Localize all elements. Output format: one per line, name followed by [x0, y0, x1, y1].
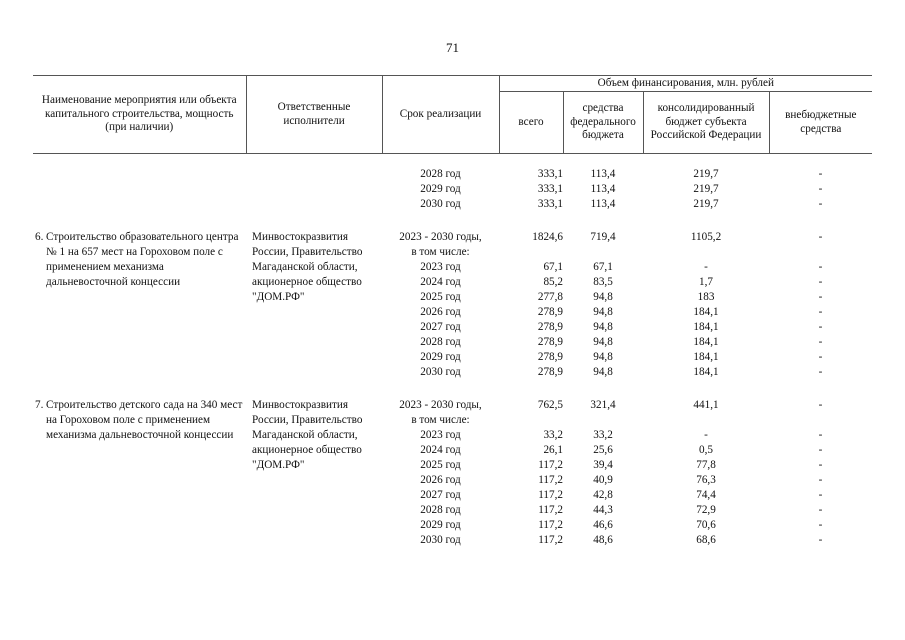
empty-cell — [769, 245, 872, 260]
total-cell: 278,9 — [537, 321, 564, 333]
regional-cell: - — [704, 429, 708, 441]
year-cell: 2023 год — [420, 261, 461, 273]
total-cell: 333,1 — [537, 198, 564, 210]
year-cell: 2028 год — [420, 336, 461, 348]
header-name: Наименование мероприятия или объекта капитального строительства, мощность (при наличии) — [33, 76, 246, 154]
regional-cell: 184,1 — [693, 306, 719, 318]
header-federal: средства федерального бюджета — [563, 92, 643, 154]
extra-cell: - — [818, 504, 823, 516]
empty-cell — [643, 245, 769, 260]
spacer-row — [33, 380, 872, 398]
federal-cell: 113,4 — [590, 168, 616, 180]
header-executors: Ответственные исполнители — [246, 76, 382, 154]
period-cell: 2023 - 2030 годы, — [399, 231, 482, 243]
regional-cell: 76,3 — [696, 474, 716, 486]
year-cell: 2025 год — [420, 459, 461, 471]
extra-cell: - — [818, 306, 823, 318]
federal-cell: 321,4 — [590, 399, 616, 411]
total-cell: 333,1 — [537, 168, 564, 180]
empty-cell — [499, 245, 563, 260]
table-body — [33, 154, 872, 549]
spacer-row — [33, 154, 872, 168]
regional-cell: - — [704, 261, 708, 273]
total-cell: 278,9 — [537, 366, 564, 378]
regional-cell: 1105,2 — [690, 231, 722, 243]
empty-cell — [33, 197, 382, 212]
year-row — [33, 167, 872, 182]
total-cell: 117,2 — [538, 474, 564, 486]
total-cell: 1824,6 — [532, 231, 564, 243]
total-cell: 278,9 — [537, 306, 564, 318]
total-cell: 117,2 — [538, 519, 564, 531]
extra-cell: - — [818, 399, 823, 411]
year-cell: 2025 год — [420, 291, 461, 303]
spacer-cell — [33, 212, 872, 230]
year-cell: 2026 год — [420, 474, 461, 486]
extra-cell: - — [818, 459, 823, 471]
extra-cell: - — [818, 429, 823, 441]
year-row — [33, 182, 872, 197]
extra-cell: - — [818, 321, 823, 333]
federal-cell: 46,6 — [593, 519, 613, 531]
spacer-cell — [33, 380, 872, 398]
empty-cell — [643, 413, 769, 428]
item-index: 6. — [35, 231, 44, 243]
extra-cell: - — [818, 489, 823, 501]
federal-cell: 94,8 — [593, 366, 613, 378]
extra-cell: - — [818, 291, 823, 303]
total-cell: 26,1 — [543, 444, 564, 456]
year-cell: 2029 год — [420, 519, 461, 531]
federal-cell: 719,4 — [590, 231, 616, 243]
item-summary-row — [33, 398, 872, 413]
regional-cell: 68,6 — [696, 534, 716, 546]
regional-cell: 0,5 — [699, 444, 713, 456]
extra-cell: - — [818, 276, 823, 288]
header-period: Срок реализации — [382, 76, 499, 154]
year-cell: 2029 год — [420, 351, 461, 363]
spacer-row — [33, 212, 872, 230]
federal-cell: 113,4 — [590, 183, 616, 195]
total-cell: 333,1 — [537, 183, 564, 195]
extra-cell: - — [818, 183, 823, 195]
total-cell: 117,2 — [538, 534, 564, 546]
extra-cell: - — [818, 231, 823, 243]
regional-cell: 219,7 — [693, 198, 719, 210]
total-cell: 762,5 — [537, 399, 564, 411]
federal-cell: 83,5 — [593, 276, 613, 288]
extra-cell: - — [818, 534, 823, 546]
total-cell: 117,2 — [538, 504, 564, 516]
federal-cell: 25,6 — [593, 444, 613, 456]
federal-cell: 94,8 — [593, 336, 613, 348]
total-cell: 278,9 — [537, 351, 564, 363]
spacer-cell — [33, 154, 872, 168]
extra-cell: - — [818, 336, 823, 348]
regional-cell: 70,6 — [696, 519, 716, 531]
empty-cell — [499, 413, 563, 428]
regional-cell: 72,9 — [696, 504, 716, 516]
federal-cell: 67,1 — [593, 261, 613, 273]
table-header — [33, 76, 872, 154]
extra-cell: - — [818, 261, 823, 273]
extra-cell: - — [818, 168, 823, 180]
federal-cell: 94,8 — [593, 291, 613, 303]
federal-cell: 44,3 — [593, 504, 613, 516]
total-cell: 117,2 — [538, 489, 564, 501]
item-summary-row — [33, 230, 872, 245]
year-cell: 2030 год — [420, 534, 461, 546]
year-cell: 2023 год — [420, 429, 461, 441]
year-cell: 2024 год — [420, 444, 461, 456]
regional-cell: 183 — [697, 291, 715, 303]
regional-cell: 184,1 — [693, 351, 719, 363]
regional-cell: 1,7 — [699, 276, 713, 288]
federal-cell: 94,8 — [593, 351, 613, 363]
regional-cell: 184,1 — [693, 366, 719, 378]
extra-cell: - — [818, 351, 823, 363]
regional-cell: 441,1 — [693, 399, 719, 411]
item-name: Строительство образовательного центра № 1 на 657 мест на Гороховом поле с применением механизма дальневосточной концессии — [46, 231, 239, 288]
extra-cell: - — [818, 444, 823, 456]
year-cell: 2028 год — [420, 168, 461, 180]
header-financing: Объем финансирования, млн. рублей — [499, 76, 872, 92]
regional-cell: 184,1 — [693, 321, 719, 333]
empty-cell — [769, 413, 872, 428]
total-cell: 85,2 — [543, 276, 564, 288]
regional-cell: 184,1 — [693, 336, 719, 348]
item-name: Строительство детского сада на 340 мест на Гороховом поле с применением механизма дальневосточной концессии — [46, 399, 243, 441]
federal-cell: 42,8 — [593, 489, 613, 501]
federal-cell: 40,9 — [593, 474, 613, 486]
year-cell: 2028 год — [420, 504, 461, 516]
item-executors: Минвостокразвития России, Правительство Магаданской области, акционерное общество "ДОМ.РФ" — [252, 399, 363, 471]
financing-table — [33, 75, 872, 548]
page-number: 71 — [446, 40, 459, 55]
header-extrabudget: внебюджетные средства — [769, 92, 872, 154]
federal-cell: 33,2 — [593, 429, 613, 441]
year-cell: 2027 год — [420, 321, 461, 333]
total-cell: 277,8 — [537, 291, 564, 303]
empty-cell — [33, 167, 382, 182]
empty-cell — [563, 413, 643, 428]
header-regional: консолидированный бюджет субъекта Российской Федерации — [643, 92, 769, 154]
extra-cell: - — [818, 366, 823, 378]
regional-cell: 219,7 — [693, 183, 719, 195]
federal-cell: 94,8 — [593, 321, 613, 333]
extra-cell: - — [818, 474, 823, 486]
empty-cell — [33, 182, 382, 197]
item-index: 7. — [35, 399, 44, 411]
federal-cell: 94,8 — [593, 306, 613, 318]
item-executors: Минвостокразвития России, Правительство Магаданской области, акционерное общество "ДОМ.РФ" — [252, 231, 363, 303]
period-cell: 2023 - 2030 годы, — [399, 399, 482, 411]
extra-cell: - — [818, 198, 823, 210]
header-total: всего — [499, 92, 563, 154]
federal-cell: 48,6 — [593, 534, 613, 546]
year-cell: 2026 год — [420, 306, 461, 318]
period-cell: в том числе: — [411, 246, 470, 258]
year-cell: 2030 год — [420, 198, 461, 210]
total-cell: 33,2 — [543, 429, 564, 441]
federal-cell: 39,4 — [593, 459, 613, 471]
regional-cell: 219,7 — [693, 168, 719, 180]
total-cell: 117,2 — [538, 459, 564, 471]
empty-cell — [563, 245, 643, 260]
total-cell: 67,1 — [543, 261, 564, 273]
extra-cell: - — [818, 519, 823, 531]
year-cell: 2030 год — [420, 366, 461, 378]
year-cell: 2029 год — [420, 183, 461, 195]
period-cell: в том числе: — [411, 414, 470, 426]
federal-cell: 113,4 — [590, 198, 616, 210]
total-cell: 278,9 — [537, 336, 564, 348]
regional-cell: 77,8 — [696, 459, 716, 471]
year-cell: 2024 год — [420, 276, 461, 288]
regional-cell: 74,4 — [696, 489, 716, 501]
year-cell: 2027 год — [420, 489, 461, 501]
year-row — [33, 197, 872, 212]
